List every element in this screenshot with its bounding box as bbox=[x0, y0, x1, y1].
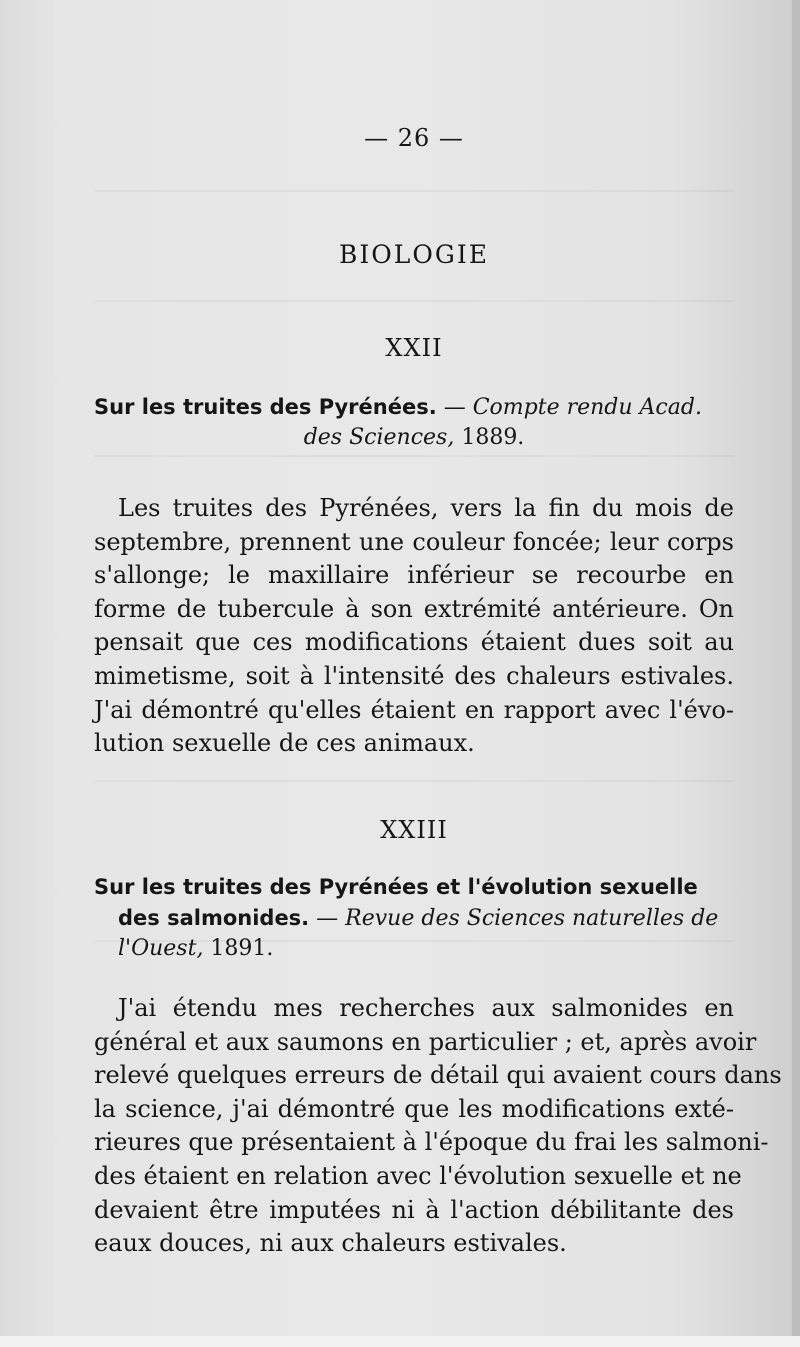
page-number: — 26 — bbox=[364, 124, 464, 152]
paragraph-line: mimetisme, soit à l'intensité des chaleurs estivales. bbox=[94, 661, 734, 690]
entry-heading-source: l'Ouest, bbox=[118, 936, 204, 961]
entry-heading-dash: — bbox=[309, 906, 346, 931]
entry-heading-line bbox=[94, 903, 734, 934]
entry-heading-source: Compte rendu Acad. bbox=[472, 395, 702, 420]
bleed-through bbox=[94, 455, 734, 457]
entry-heading-line bbox=[94, 423, 734, 453]
paragraph-line: pensait que ces modifications étaient dues soit au bbox=[94, 628, 734, 657]
paragraph-line: septembre, prennent une couleur foncée; leur corps bbox=[94, 527, 734, 556]
paragraph-line: s'allonge; le maxillaire inférieur se recourbe en bbox=[94, 561, 734, 590]
entry-heading-dash: — bbox=[436, 395, 473, 420]
bleed-through bbox=[94, 300, 734, 302]
entry-heading bbox=[94, 872, 734, 964]
entry-numeral: XXIII bbox=[380, 816, 448, 844]
entry-heading-line bbox=[94, 872, 734, 903]
bleed-through bbox=[94, 780, 734, 782]
paragraph-line: rieures que présentaient à l'époque du frai les salmoni- bbox=[94, 1128, 769, 1157]
paragraph-line: la science, j'ai démontré que les modifications exté- bbox=[94, 1094, 734, 1123]
page-edge bbox=[792, 0, 800, 1347]
entry-heading-source: Revue des Sciences naturelles de bbox=[345, 906, 719, 931]
entry-heading-title: Sur les truites des Pyrénées. bbox=[94, 395, 437, 419]
entry-heading-year: 1889. bbox=[454, 425, 525, 450]
entry-heading-line bbox=[94, 392, 734, 423]
paragraph-line: des étaient en relation avec l'évolution sexuelle et ne bbox=[94, 1161, 742, 1190]
entry-heading-year: 1891. bbox=[203, 936, 274, 961]
entry-heading-line bbox=[94, 934, 734, 964]
bleed-through bbox=[94, 190, 734, 192]
paragraph-line: lution sexuelle de ces animaux. bbox=[94, 729, 475, 758]
entry-heading-title: Sur les truites des Pyrénées et l'évolution sexuelle bbox=[94, 875, 698, 899]
paragraph-line: eaux douces, ni aux chaleurs estivales. bbox=[94, 1229, 567, 1258]
paragraph-line: relevé quelques erreurs de détail qui avaient cours dans bbox=[94, 1061, 782, 1090]
paragraph-line: général et aux saumons en particulier ; et, après avoir bbox=[94, 1027, 757, 1056]
entry-heading-source: des Sciences, bbox=[303, 425, 455, 450]
paragraph-line: forme de tubercule à son extrémité antérieure. On bbox=[94, 594, 734, 623]
entry-paragraph bbox=[94, 992, 782, 1261]
paragraph-line: Les truites des Pyrénées, vers la fin du mois de bbox=[118, 494, 734, 522]
entry-heading bbox=[94, 392, 734, 453]
paragraph-line: J'ai étendu mes recherches aux salmonides en bbox=[118, 994, 734, 1022]
entry-paragraph bbox=[94, 492, 734, 761]
entry-heading-title: des salmonides. bbox=[118, 906, 310, 930]
page-edge bbox=[0, 1336, 800, 1347]
paragraph-line: J'ai démontré qu'elles étaient en rapport avec l'évo- bbox=[94, 695, 734, 724]
paragraph-line: devaient être imputées ni à l'action débilitante des bbox=[94, 1195, 734, 1224]
section-title: BIOLOGIE bbox=[339, 240, 489, 269]
entry-numeral: XXII bbox=[385, 334, 443, 362]
